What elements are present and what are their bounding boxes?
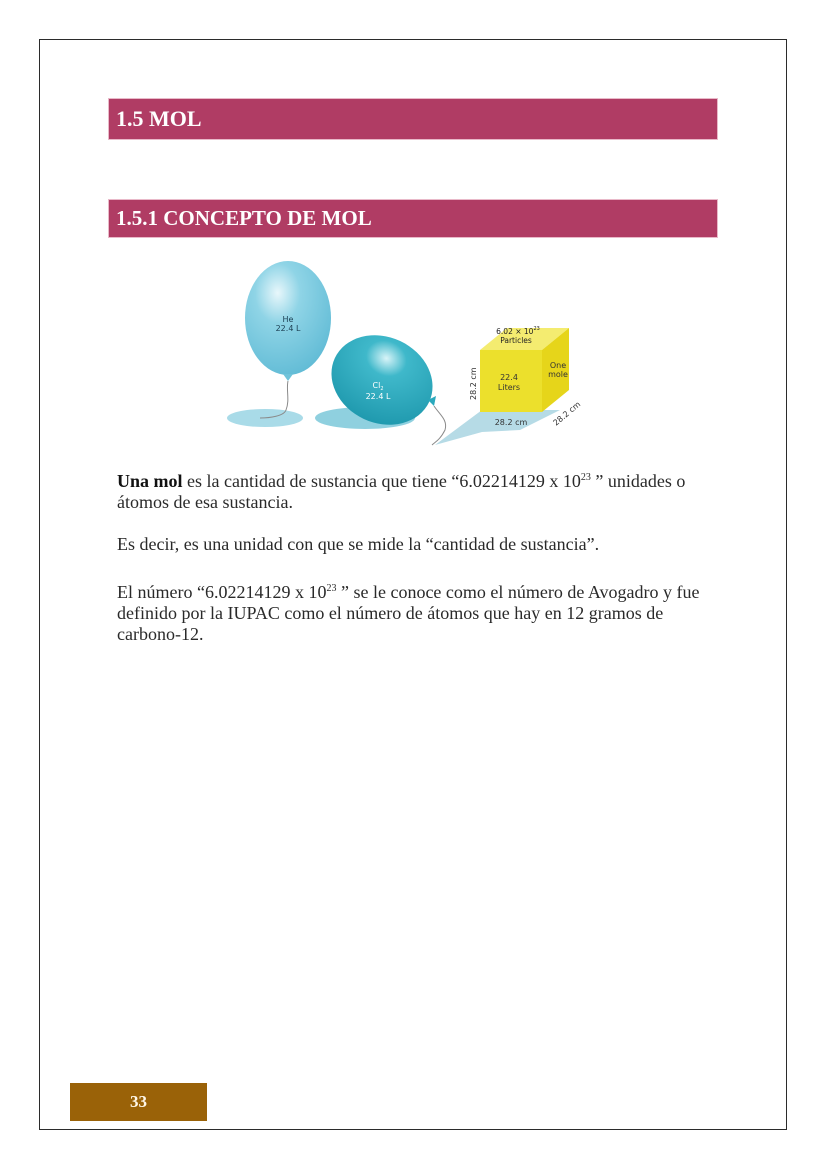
subsection-title: 1.5.1 CONCEPTO DE MOL — [116, 206, 372, 230]
cube-depth-dimension: 28.2 cm — [551, 399, 583, 428]
subsection-heading — [109, 200, 717, 237]
cube-height-dimension: 28.2 cm — [469, 367, 478, 400]
particles-label: Particles — [500, 336, 532, 345]
particles-count: $6.02 \times 10^{23}$ — [496, 326, 540, 336]
he-volume: 22.4 L — [275, 324, 301, 333]
mole-definition-paragraph: Una mol es la cantidad de sustancia que tiene “6.02214129 x $10^{23}$ ” unidades o átomos de esa sustancia. — [117, 471, 686, 512]
avogadro-paragraph: El número “6.02214129 x $10^{23}$ ” se le conoce como el número de Avogadro y fue definido por la IUPAC como el número de átomos que hay en 12 gramos de carbono-12. — [117, 582, 700, 644]
section-title: 1.5 MOL — [116, 106, 202, 131]
helium-balloon — [245, 261, 331, 418]
cl2-volume: 22.4 L — [365, 392, 391, 401]
cube-width-dimension: 28.2 cm — [494, 418, 528, 427]
term-una-mol: Una mol — [117, 471, 183, 491]
cube-volume-unit: Liters — [497, 383, 521, 392]
cube-shadow — [435, 410, 560, 445]
section-heading — [109, 99, 717, 139]
unit-explanation-paragraph: Es decir, es una unidad con que se mide la “cantidad de sustancia”. — [117, 534, 600, 554]
one-mole-line1: One — [549, 361, 567, 370]
page-number: 33 — [70, 1083, 207, 1121]
he-label: He — [282, 315, 294, 324]
cl2-label: $Cl_2$ — [372, 381, 384, 392]
one-mole-line2: mole — [548, 370, 568, 379]
mole-illustration — [220, 250, 600, 455]
cube-volume-value: 22.4 — [500, 373, 518, 382]
